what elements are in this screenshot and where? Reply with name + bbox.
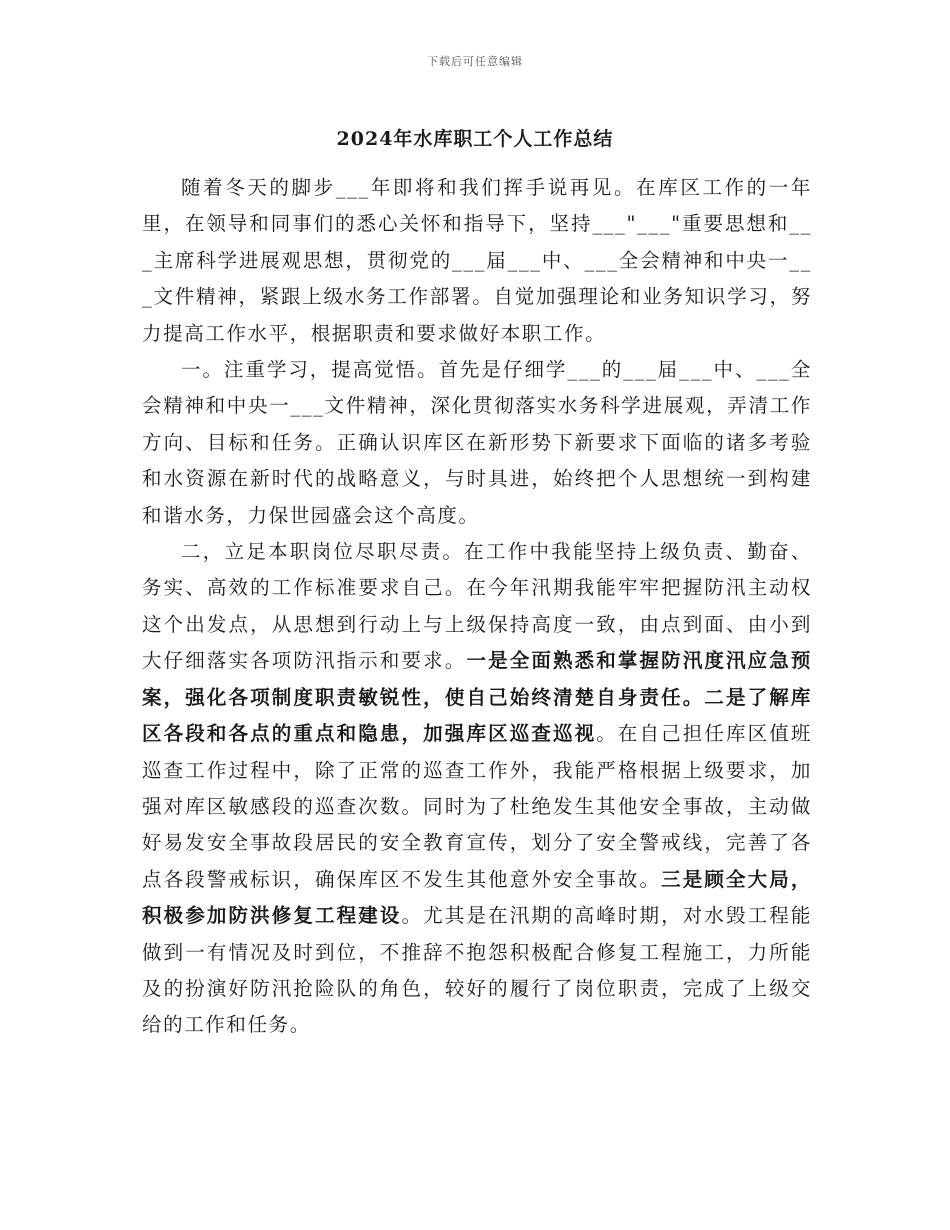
paragraph-section-one: [142, 352, 812, 534]
paragraph-text: 一。注重学习，提高觉悟。首先是仔细学___的___届___中、___全会精神和中央一___文件精神，深化贯彻落实水务科学进展观，弄清工作方向、目标和任务。正确认识库区在新形势下新要求下面临的诸多考验和水资源在新时代的战略意义，与时具进，始终把个人思想统一到构建和谐水务，力保世园盛会这个高度。: [142, 358, 813, 527]
paragraph-text: 。尤其是在汛期的高峰时期，对水毁工程能做到一有情况及时到位，不推辞不抱怨积极配合修复工程施工，力所能及的扮演好防汛抢险队的角色，较好的履行了岗位职责，完成了上级交给的工作和任务。: [142, 904, 812, 1037]
document-title: 2024年水库职工个人工作总结: [336, 128, 614, 150]
header-note: 下载后可任意编辑: [427, 55, 523, 68]
paragraph-text: 。在自己担任库区值班巡查工作过程中，除了正常的巡查工作外，我能严格根据上级要求，加强对库区敏感段的巡查次数。同时为了杜绝发生其他安全事故，主动做好易发安全事故段居民的安全教育宣传，划分了安全警戒线，完善了各点各段警戒标识，确保库区不发生其他意外安全事故。: [142, 722, 812, 891]
paragraph-text: 随着冬天的脚步___年即将和我们挥手说再见。在库区工作的一年里，在领导和同事们的悉心关怀和指导下，坚持___"___"重要思想和___主席科学进展观思想，贯彻党的___届___中、___全会精神和中央一___文件精神，紧跟上级水务工作部署。自觉加强理论和业务知识学习，努力提高工作水平，根据职责和要求做好本职工作。: [142, 176, 812, 345]
paragraph-bold-text: 一是全面熟悉和掌握防汛度汛应急预案，强化各项制度职责敏锐性，使自己始终清楚自身责任。二是了解库区各段和各点的重点和隐患，加强库区巡查巡视: [142, 649, 812, 746]
paragraph-bold-text: 三是顾全大局，积极参加防洪修复工程建设: [142, 867, 813, 928]
paragraph-intro: [142, 170, 812, 352]
document-body: [142, 170, 812, 1044]
paragraph-text: 二，立足本职岗位尽职尽责。在工作中我能坚持上级负责、勤奋、务实、高效的工作标准要求自己。在今年汛期我能牢牢把握防汛主动权这个出发点，从思想到行动上与上级保持高度一致，由点到面、由小到大仔细落实各项防汛指示和要求。: [142, 540, 812, 673]
paragraph-section-two: [142, 534, 812, 1044]
